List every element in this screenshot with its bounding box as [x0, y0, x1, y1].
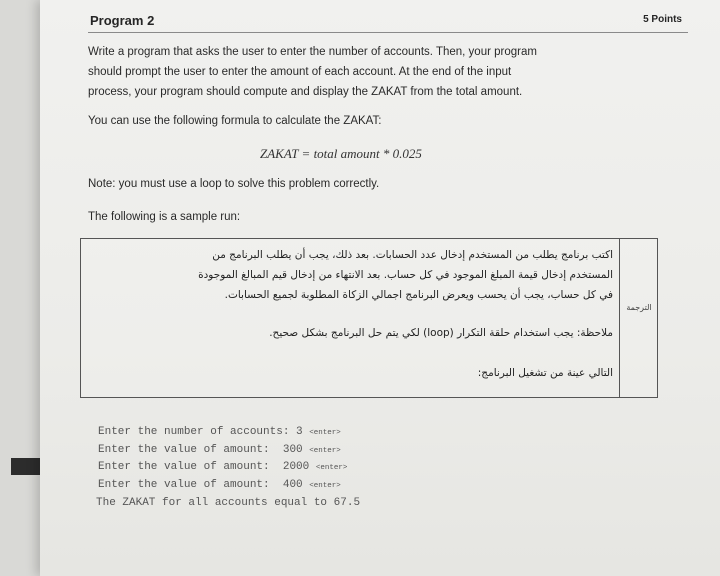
- arabic-sample-line: التالي عينة من تشغيل البرنامج:: [477, 367, 613, 379]
- sample-value: 2000: [282, 461, 310, 473]
- points-label: 5 Points: [643, 14, 682, 25]
- document-page: [40, 0, 720, 576]
- sample-value: 400: [282, 479, 303, 491]
- program-title: Program 2: [90, 13, 155, 28]
- instruction-line: Write a program that asks the user to enter the number of accounts. Then, your program: [88, 46, 537, 58]
- arabic-translation-box: [80, 238, 658, 398]
- header-row: [88, 10, 688, 33]
- sample-value: 67.5: [333, 497, 361, 509]
- sample-run-line: [98, 461, 347, 473]
- sample-intro: The following is a sample run:: [88, 211, 241, 223]
- sample-run-line: [98, 426, 341, 438]
- enter-tag: <enter>: [309, 429, 341, 437]
- instructions-paragraph: [88, 42, 654, 102]
- note-text: Note: you must use a loop to solve this problem correctly.: [88, 178, 380, 190]
- sample-prompt: The ZAKAT for all accounts equal to: [96, 497, 328, 509]
- translation-label: الترجمة: [626, 303, 652, 312]
- instruction-line: process, your program should compute and display the ZAKAT from the total amount.: [88, 86, 523, 98]
- sample-value: 300: [282, 444, 303, 456]
- sample-prompt: Enter the value of amount:: [98, 444, 270, 456]
- enter-tag: <enter>: [309, 482, 341, 490]
- box-divider: [619, 239, 620, 397]
- black-marker: [11, 458, 41, 475]
- formula-intro: You can use the following formula to calculate the ZAKAT:: [88, 115, 382, 127]
- arabic-line: في كل حساب، يجب أن يحسب ويعرض البرنامج اجمالي الزكاة المطلوبة لجميع الحسابات.: [224, 289, 613, 301]
- arabic-line: المستخدم إدخال قيمة المبلغ الموجود في كل حساب. بعد الانتهاء من إدخال قيم المبالغ الموجودة: [198, 269, 613, 281]
- enter-tag: <enter>: [315, 464, 348, 472]
- zakat-formula: ZAKAT = total amount * 0.025: [260, 146, 422, 161]
- arabic-line: اكتب برنامج يطلب من المستخدم إدخال عدد الحسابات. بعد ذلك، يجب أن يطلب البرنامج من: [212, 249, 613, 261]
- enter-tag: <enter>: [309, 447, 341, 455]
- sample-prompt: Enter the value of amount:: [98, 461, 270, 473]
- sample-value: 3: [296, 426, 303, 438]
- arabic-note-line: ملاحظة: يجب استخدام حلقة التكرار (loop) لكي يتم حل البرنامج بشكل صحيح.: [269, 327, 613, 339]
- sample-prompt: Enter the number of accounts:: [98, 426, 290, 438]
- sample-prompt: Enter the value of amount:: [98, 479, 270, 491]
- instruction-line: should prompt the user to enter the amount of each account. At the end of the input: [88, 66, 512, 78]
- sample-run-line: [96, 497, 360, 509]
- sample-run-line: [98, 479, 341, 491]
- sample-run-line: [98, 444, 341, 456]
